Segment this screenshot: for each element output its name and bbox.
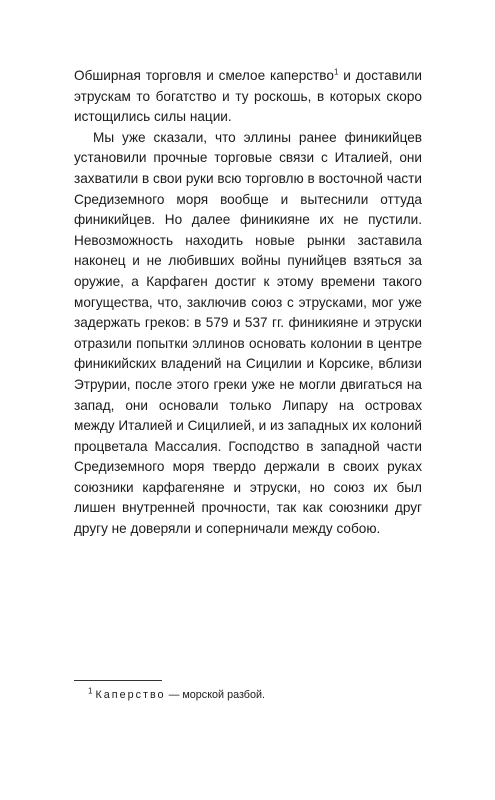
footnote: [88, 688, 418, 702]
footnote-marker: 1: [88, 686, 93, 696]
footnote-dash: —: [165, 689, 183, 701]
footnote-definition: морской разбой.: [182, 689, 266, 701]
footnote-term: Каперство: [95, 689, 166, 701]
footnote-reference: 1: [333, 67, 339, 77]
paragraph-2: Мы уже сказали, что эллины ранее финикийцев установили прочные торговые связи с Италией, они захватили в свои руки всю торговлю в восточной части Средиземного моря вообще и вытеснили оттуда финикийцев. Но далее финикияне их не пустили. Невозможность находить новые рынки заставила наконец и не любивших войны пунийцев взяться за оружие, а Карфаген достиг к этому времени такого могущества, что, заключив союз с этрусками, мог уже задержать греков: в 579 и 537 гг. финикияне и этруски отразили попытки эллинов основать колонии в центре финикийских владений на Сицилии и Корсике, вблизи Этрурии, после этого греки уже не могли двигаться на запад, они основали только Липару на островах между Италией и Сицилией, и из западных их колоний процветала Массалия. Господство в западной части Средиземного моря твердо держали в своих руках союзники карфагеняне и этруски, но союз их был лишен внутренней прочности, так как союзники друг другу не доверяли и соперничали между собою.: [74, 129, 422, 537]
paragraph-1: [74, 66, 422, 128]
footnote-divider: [74, 680, 162, 681]
paragraph-1-text-end: и доставили этрускам то богатство и ту роскошь, в которых скоро истощились силы нации.: [74, 68, 422, 125]
main-text: [74, 66, 422, 540]
paragraph-1-text-start: Обширная торговля и смелое каперство: [74, 68, 334, 83]
